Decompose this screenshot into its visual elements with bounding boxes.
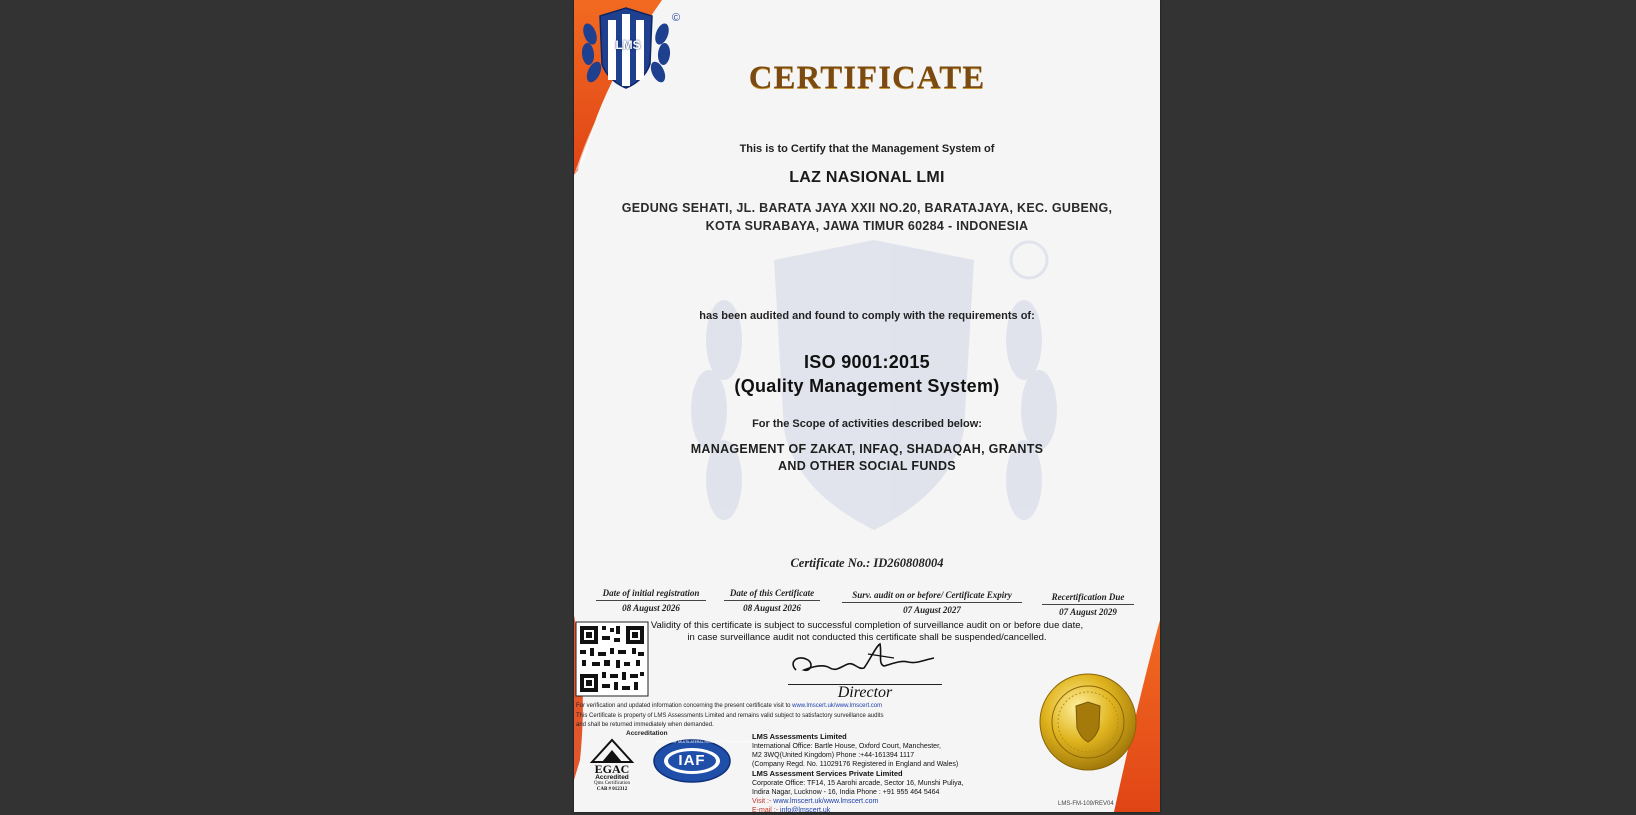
email-label: E-mail :- [752,807,779,814]
egac-name: EGAC [594,762,630,776]
company-name-1: LMS Assessments Limited [752,732,847,741]
intl-office-line-2: M2 3WQ(United Kingdom) Phone :+44-161394 1117 [752,752,915,759]
address-line-2: KOTA SURABAYA, JAWA TIMUR 60284 - INDONESIA [705,219,1029,233]
director-signature [784,640,944,684]
watermark-shield-icon [664,220,1084,590]
date-value: 08 August 2026 [743,603,801,613]
date-surveillance-expiry [842,590,1022,615]
fine-print-text: For verification and updated information concerning the present certificate visit to [576,703,791,709]
date-value: 08 August 2026 [622,603,680,613]
office-details [752,732,963,815]
email-link[interactable]: info@lmscert.uk [780,807,831,814]
iaf-ring-text: MEMBER OF MULTILATERAL RECOGNITION ARRANGEMENT [656,740,758,744]
egac-line-2: Qms Certification [594,781,630,786]
fine-print-line-3: and shall be returned immediately when demanded. [576,722,714,728]
date-label: Date of this Certificate [724,588,820,601]
scope-intro: For the Scope of activities described below: [752,418,982,430]
date-label: Date of initial registration [596,588,706,601]
logo-text: LMS [615,38,641,52]
date-initial-registration [596,588,706,613]
fine-print-line-2: This Certificate is property of LMS Assessments Limited and remains valid subject to satisfactory surveillance audits [576,713,884,719]
date-label: Surv. audit on or before/ Certificate Expiry [842,590,1022,603]
date-value: 07 August 2027 [903,605,961,615]
visit-link[interactable]: www.lmscert.uk/www.lmscert.com [773,798,879,805]
form-number: LMS-FM-109/REV04 [1058,801,1114,807]
validity-line-1: Validity of this certificate is subject to successful completion of surveillance audit on or before due date, [650,620,1084,631]
corp-office-line-2: Indira Nagar, Lucknow - 16, India Phone : +91 955 464 5464 [752,789,940,796]
scope-line-1: MANAGEMENT OF ZAKAT, INFAQ, SHADAQAH, GRANTS [690,442,1044,456]
certify-line: This is to Certify that the Management System of [739,143,995,155]
iaf-name: IAF [678,752,706,769]
visit-label: Visit :- [752,798,772,805]
fine-print-line-1 [576,702,882,710]
egac-line-1: Accredited [595,774,629,781]
validity-line-2: in case surveillance audit not conducted this certificate shall be suspended/cancelled. [687,632,1047,643]
organization-name: LAZ NASIONAL LMI [789,169,945,186]
address-line-1: GEDUNG SEHATI, JL. BARATA JAYA XXII NO.20, BARATAJAYA, KEC. GUBENG, [621,201,1113,215]
scope-line-2: AND OTHER SOCIAL FUNDS [778,459,956,473]
certificate-document [574,0,1160,812]
copyright-mark: © [672,12,681,24]
corp-office-line-1: Corporate Office: TF14, 15 Aarohi arcade, Sector 16, Munshi Puliya, [752,780,964,787]
standard-name: (Quality Management System) [734,376,1000,396]
date-value: 07 August 2029 [1059,607,1117,617]
verification-link[interactable]: www.lmscert.uk/www.lmscert.com [792,703,883,709]
standard-code: ISO 9001:2015 [804,352,930,372]
accreditation-label: Accreditation [626,730,668,737]
date-recertification-due [1042,592,1134,617]
signatory-title: Director [837,684,893,701]
date-label: Recertification Due [1042,592,1134,605]
company-reg-no: (Company Regd. No. 11029176 Registered in England and Wales) [752,761,959,768]
gold-seal-icon [1038,672,1138,772]
audit-line: has been audited and found to comply with the requirements of: [699,310,1035,322]
date-this-certificate [724,588,820,613]
certificate-title: CERTIFICATE [748,60,986,96]
company-name-2: LMS Assessment Services Private Limited [752,769,903,778]
qr-code-icon[interactable] [576,622,648,696]
certificate-number: Certificate No.: ID260808004 [790,556,944,570]
egac-line-3: CAB # 012312 [596,787,628,792]
intl-office-line-1: International Office: Bartle House, Oxford Court, Manchester, [752,743,941,750]
